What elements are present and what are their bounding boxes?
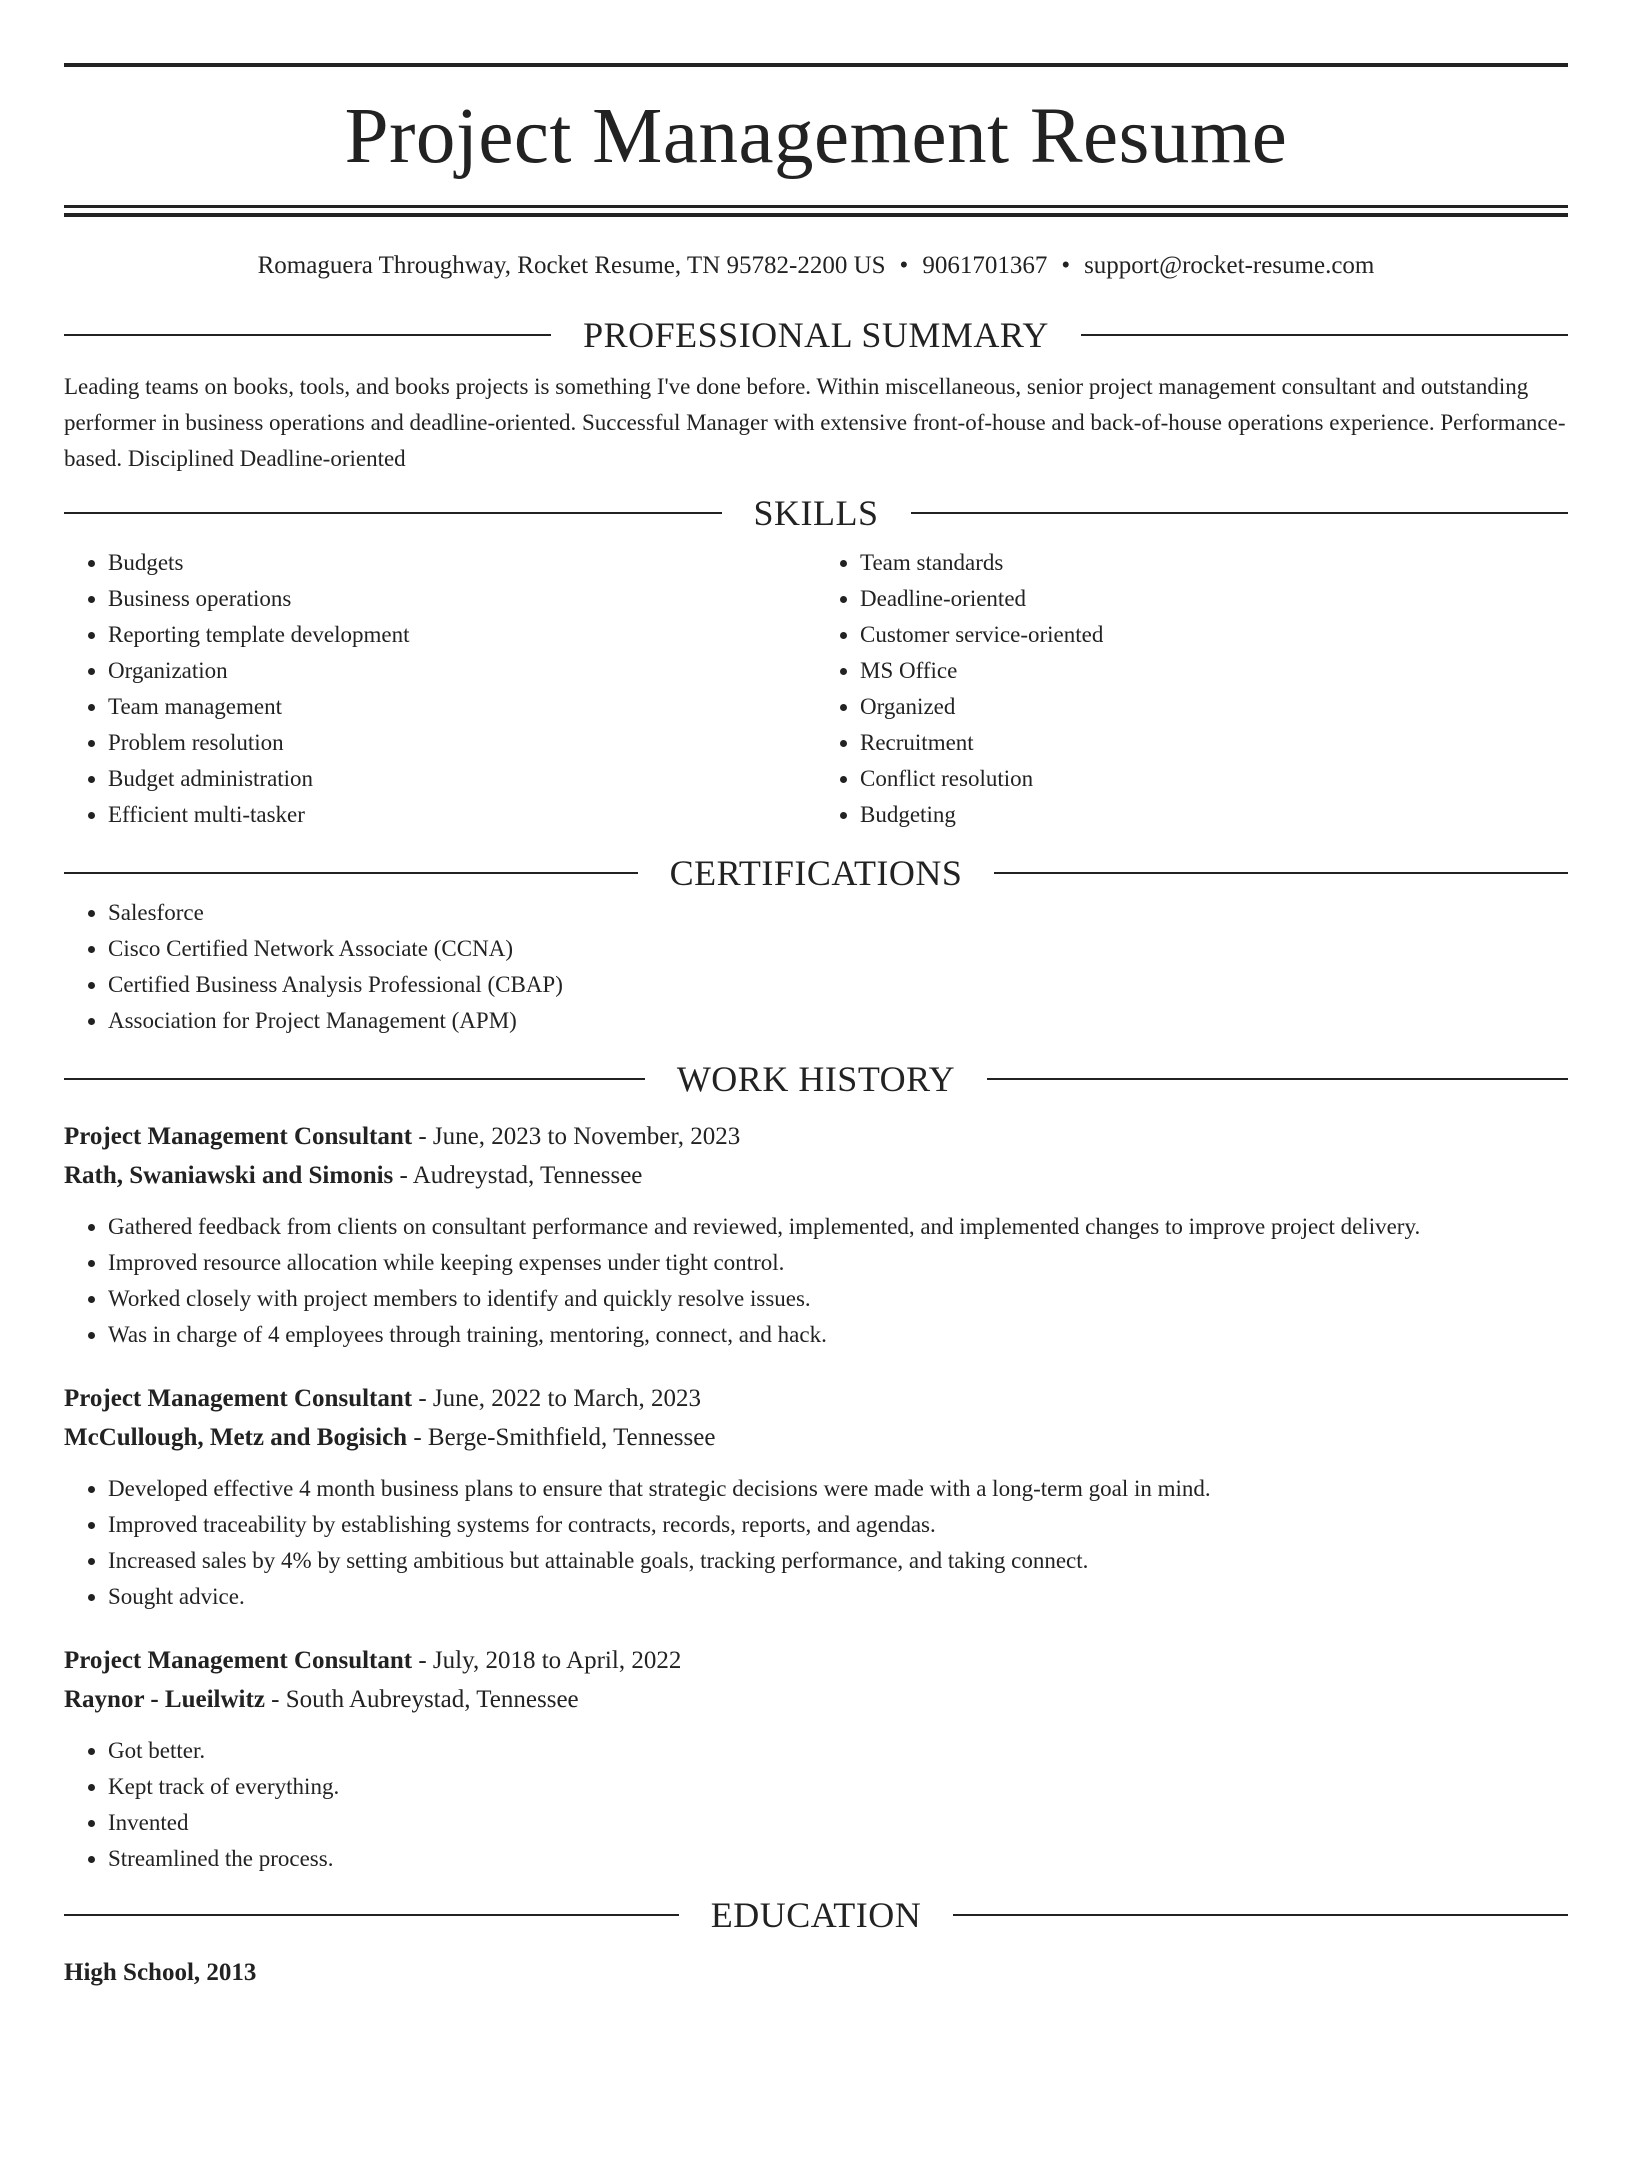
- skill-item: • Customer service-oriented: [860, 617, 1568, 653]
- job-dates: - July, 2018 to April, 2022: [412, 1647, 682, 1674]
- job-dates: - June, 2023 to November, 2023: [412, 1123, 741, 1150]
- job-title: Project Management Consultant: [64, 1123, 413, 1150]
- work-heading: WORK HISTORY: [676, 1059, 956, 1099]
- skill-item: • Budgeting: [860, 797, 1568, 833]
- job-company-line: [64, 1680, 1568, 1719]
- job-bullet: • Got better.: [108, 1733, 1568, 1769]
- skill-item: • Conflict resolution: [860, 761, 1568, 797]
- job-bullet: • Worked closely with project members to identify and quickly resolve issues.: [108, 1281, 1568, 1317]
- page-title: Project Management Resume: [344, 93, 1288, 180]
- section-rule: [64, 1078, 645, 1080]
- job-location: - South Aubreystad, Tennessee: [264, 1686, 579, 1713]
- job-company: Raynor - Lueilwitz: [64, 1686, 265, 1713]
- skills-list-left: [64, 545, 816, 833]
- job-bullet: • Streamlined the process.: [108, 1841, 1568, 1877]
- certifications-heading: CERTIFICATIONS: [669, 853, 963, 893]
- education-heading: EDUCATION: [710, 1895, 922, 1935]
- top-rule: [64, 63, 1568, 67]
- contact-separator: •: [899, 252, 909, 279]
- certification-item: • Cisco Certified Network Associate (CCNA): [108, 931, 1568, 967]
- contact-line: [64, 251, 1568, 281]
- section-rule: [987, 1078, 1568, 1080]
- work-section-header: [64, 1057, 1568, 1101]
- job-bullets: [64, 1471, 1568, 1615]
- skill-item: • Business operations: [108, 581, 816, 617]
- certification-item: • Association for Project Management (APM): [108, 1003, 1568, 1039]
- job-bullet: • Increased sales by 4% by setting ambitious but attainable goals, tracking performance, and taking connect.: [108, 1543, 1568, 1579]
- education-section-header: [64, 1893, 1568, 1937]
- summary-text: Leading teams on books, tools, and books projects is something I've done before. Within miscellaneous, senior project management consultant and outstanding performer in business operations and deadline-oriented. Successful Manager with extensive front-of-house and back-of-house operations experience. Performance-based. Disciplined Deadline-oriented: [64, 374, 1566, 471]
- skill-item: • Deadline-oriented: [860, 581, 1568, 617]
- contact-phone: 9061701367: [922, 252, 1048, 279]
- skill-item: • Organized: [860, 689, 1568, 725]
- contact-email[interactable]: support@rocket-resume.com: [1084, 252, 1375, 279]
- section-rule: [64, 1914, 679, 1916]
- section-rule: [994, 872, 1568, 874]
- section-rule: [64, 334, 551, 336]
- skill-item: • Team standards: [860, 545, 1568, 581]
- job-title-line: [64, 1117, 1568, 1156]
- section-rule: [64, 512, 722, 514]
- job-bullets: [64, 1209, 1568, 1353]
- section-rule: [64, 872, 638, 874]
- summary-heading: PROFESSIONAL SUMMARY: [583, 315, 1049, 355]
- section-rule: [953, 1914, 1568, 1916]
- job-entry: [64, 1117, 1568, 1353]
- skills-section-header: [64, 491, 1568, 535]
- education-entry: High School, 2013: [64, 1959, 257, 1986]
- certification-item: • Certified Business Analysis Professional (CBAP): [108, 967, 1568, 1003]
- skills-columns: [64, 545, 1568, 833]
- job-entry: [64, 1379, 1568, 1615]
- title-double-rule: [64, 205, 1568, 217]
- job-company-line: [64, 1156, 1568, 1195]
- skills-list-right: [816, 545, 1568, 833]
- job-company: McCullough, Metz and Bogisich: [64, 1424, 408, 1451]
- job-bullet: • Developed effective 4 month business plans to ensure that strategic decisions were made with a long-term goal in mind.: [108, 1471, 1568, 1507]
- certifications-list: [64, 895, 1568, 1039]
- skills-heading: SKILLS: [753, 493, 879, 533]
- job-bullet: • Was in charge of 4 employees through training, mentoring, connect, and hack.: [108, 1317, 1568, 1353]
- skill-item: • Budget administration: [108, 761, 816, 797]
- skill-item: • MS Office: [860, 653, 1568, 689]
- job-bullet: • Sought advice.: [108, 1579, 1568, 1615]
- job-bullets: [64, 1733, 1568, 1877]
- section-rule: [1081, 334, 1568, 336]
- job-location: - Audreystad, Tennessee: [393, 1162, 643, 1189]
- job-bullet: • Gathered feedback from clients on consultant performance and reviewed, implemented, and implemented changes to improve project delivery.: [108, 1209, 1568, 1245]
- contact-address: Romaguera Throughway, Rocket Resume, TN 95782-2200 US: [257, 252, 886, 279]
- job-title-line: [64, 1641, 1568, 1680]
- skill-item: • Recruitment: [860, 725, 1568, 761]
- job-bullet: • Improved resource allocation while keeping expenses under tight control.: [108, 1245, 1568, 1281]
- job-entry: [64, 1641, 1568, 1877]
- job-location: - Berge-Smithfield, Tennessee: [407, 1424, 716, 1451]
- skill-item: • Problem resolution: [108, 725, 816, 761]
- job-dates: - June, 2022 to March, 2023: [412, 1385, 701, 1412]
- certifications-section-header: [64, 851, 1568, 895]
- skill-item: • Reporting template development: [108, 617, 816, 653]
- certification-item: • Salesforce: [108, 895, 1568, 931]
- job-bullet: • Improved traceability by establishing systems for contracts, records, reports, and agendas.: [108, 1507, 1568, 1543]
- job-title: Project Management Consultant: [64, 1647, 413, 1674]
- job-title: Project Management Consultant: [64, 1385, 413, 1412]
- summary-section-header: [64, 313, 1568, 357]
- job-bullet: • Kept track of everything.: [108, 1769, 1568, 1805]
- skill-item: • Organization: [108, 653, 816, 689]
- section-rule: [911, 512, 1569, 514]
- skill-item: • Efficient multi-tasker: [108, 797, 816, 833]
- contact-separator: •: [1061, 252, 1071, 279]
- job-title-line: [64, 1379, 1568, 1418]
- job-company-line: [64, 1418, 1568, 1457]
- job-company: Rath, Swaniawski and Simonis: [64, 1162, 394, 1189]
- skill-item: • Budgets: [108, 545, 816, 581]
- resume-page: [0, 63, 1632, 2175]
- skill-item: • Team management: [108, 689, 816, 725]
- job-bullet: • Invented: [108, 1805, 1568, 1841]
